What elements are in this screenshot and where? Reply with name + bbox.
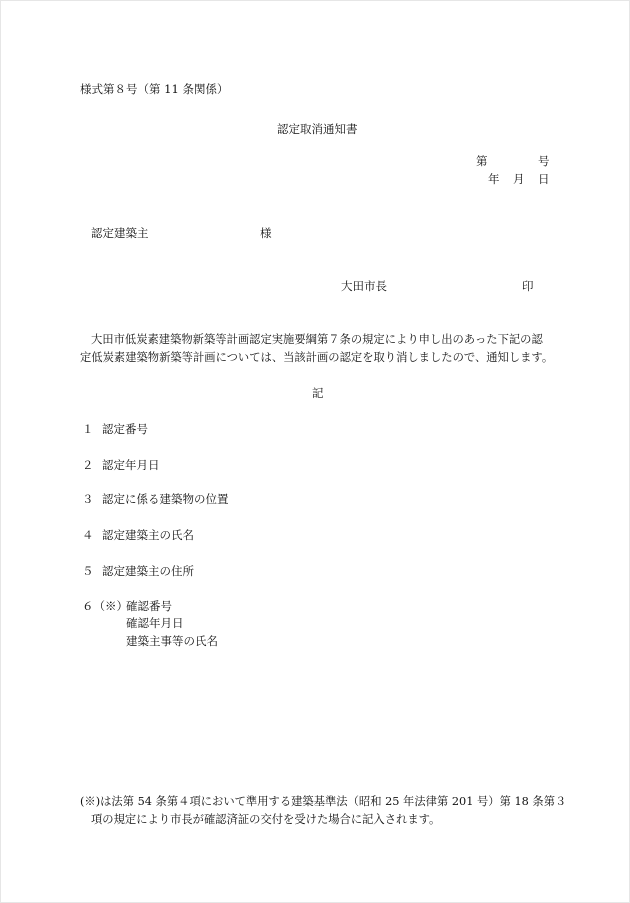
item-6-line: 確認番号	[126, 599, 172, 613]
item-number: ２	[82, 458, 94, 472]
item-number: ４	[82, 528, 94, 542]
item-6-line: 建築主事等の氏名	[126, 634, 218, 648]
number-suffix: 号	[538, 154, 550, 168]
item-label: 認定建築主の氏名	[102, 528, 194, 542]
footnote-line-1: (※)は法第 54 条第４項において準用する建築基準法（昭和 25 年法律第 201 号）第 18 条第３	[80, 795, 567, 808]
addressee-label: 認定建築主	[91, 226, 149, 240]
ki-marker: 記	[312, 386, 324, 400]
body-line-2: 定低炭素建築物新築等計画については、当該計画の認定を取り消しましたので、通知します。	[80, 351, 554, 364]
date-year: 年	[488, 172, 500, 186]
item-label: 認定に係る建築物の位置	[102, 492, 229, 506]
date-day: 日	[538, 172, 550, 186]
item-number: ３	[82, 492, 94, 506]
honorific: 様	[260, 226, 272, 240]
sender-name: 大田市長	[341, 279, 387, 293]
item-label: 認定番号	[102, 422, 148, 436]
date-month: 月	[513, 172, 525, 186]
body-line-1: 大田市低炭素建築物新築等計画認定実施要綱第７条の規定により申し出のあった下記の認	[91, 333, 543, 346]
footnote-line-2: 項の規定により市長が確認済証の交付を受けた場合に記入されます。	[91, 813, 441, 826]
seal-mark: 印	[522, 279, 534, 293]
item-number: １	[82, 422, 94, 436]
number-prefix: 第	[476, 154, 488, 168]
document-title: 認定取消通知書	[277, 122, 358, 136]
item-label: 認定建築主の住所	[102, 564, 194, 578]
item-6-line: 確認年月日	[126, 616, 184, 630]
item-label: 認定年月日	[102, 458, 160, 472]
item-6-number: ６（※）	[82, 599, 128, 613]
item-number: ５	[82, 564, 94, 578]
form-label: 様式第８号（第 11 条関係）	[80, 82, 229, 96]
